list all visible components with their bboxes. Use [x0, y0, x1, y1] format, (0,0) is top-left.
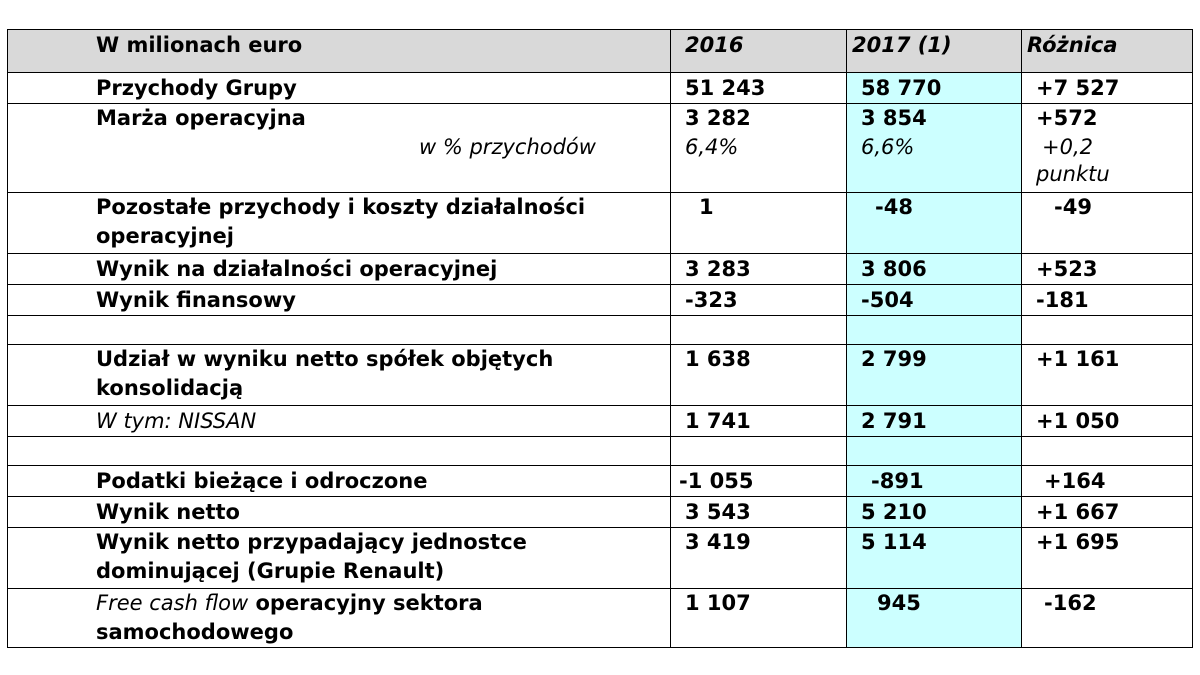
value-diff: +1 695: [1022, 528, 1193, 589]
value-2017: -891: [847, 466, 1022, 497]
value-2016: -323: [671, 285, 847, 316]
table-row: [8, 73, 1193, 104]
value-2016: 1 638: [671, 345, 847, 406]
spacer-cell: [1022, 316, 1193, 345]
table-row: [8, 345, 1193, 406]
value-diff: -181: [1022, 285, 1193, 316]
row-label: Wynik finansowy: [8, 285, 671, 316]
header-label: W milionach euro: [8, 30, 671, 73]
value-2017: [847, 104, 1022, 193]
value-2017: -504: [847, 285, 1022, 316]
value-2017: 5 114: [847, 528, 1022, 589]
row-label: [8, 528, 671, 589]
value-main: 3 854: [861, 106, 927, 130]
row-label-line: samochodowego: [96, 620, 294, 644]
value-2017: 2 799: [847, 345, 1022, 406]
row-label-italic: Free cash flow: [96, 591, 249, 615]
table-row: [8, 589, 1193, 648]
spacer-cell: [847, 437, 1022, 466]
value-2016: 1: [671, 193, 847, 254]
table-row: [8, 104, 1193, 193]
value-diff: +1 667: [1022, 497, 1193, 528]
spacer-cell: [671, 316, 847, 345]
value-2016: 1 107: [671, 589, 847, 648]
table-row: [8, 497, 1193, 528]
value-diff: +1 161: [1022, 345, 1193, 406]
value-2016: [671, 104, 847, 193]
value-percent-diff-unit: punktu: [1036, 162, 1110, 186]
row-label: Przychody Grupy: [8, 73, 671, 104]
financial-results-table: [7, 29, 1193, 648]
spacer-cell: [671, 437, 847, 466]
header-2017: 2017 (1): [847, 30, 1022, 73]
spacer-cell: [1022, 437, 1193, 466]
value-2017: -48: [847, 193, 1022, 254]
value-percent: 6,4%: [685, 135, 739, 159]
value-2016: -1 055: [671, 466, 847, 497]
value-2016: 1 741: [671, 406, 847, 437]
row-label: Wynik na działalności operacyjnej: [8, 254, 671, 285]
row-sublabel: w % przychodów: [419, 135, 596, 159]
row-label: [8, 345, 671, 406]
row-label: Podatki bieżące i odroczone: [8, 466, 671, 497]
value-2017: 945: [847, 589, 1022, 648]
value-2016: 3 419: [671, 528, 847, 589]
value-main: 3 282: [685, 106, 751, 130]
table-row: [8, 193, 1193, 254]
row-label-line: [96, 589, 670, 618]
value-2017: 5 210: [847, 497, 1022, 528]
table-row: [8, 406, 1193, 437]
row-label-line: dominującej (Grupie Renault): [96, 559, 445, 583]
value-main: +572: [1036, 106, 1098, 130]
row-label: W tym: NISSAN: [8, 406, 671, 437]
value-2017: 2 791: [847, 406, 1022, 437]
value-2016: 3 543: [671, 497, 847, 528]
table-row: [8, 254, 1193, 285]
value-diff: +1 050: [1022, 406, 1193, 437]
row-label-main: Marża operacyjna: [96, 106, 306, 130]
row-label: [8, 104, 671, 193]
row-label-line: Udział w wyniku netto spółek objętych: [96, 347, 554, 371]
value-2017: 58 770: [847, 73, 1022, 104]
spacer-row: [8, 437, 1193, 466]
table-row: [8, 528, 1193, 589]
row-label-line: Pozostałe przychody i koszty działalności: [96, 195, 586, 219]
value-diff: -162: [1022, 589, 1193, 648]
value-2016: 3 283: [671, 254, 847, 285]
header-difference: Różnica: [1022, 30, 1193, 73]
spacer-cell: [847, 316, 1022, 345]
row-label: Wynik netto: [8, 497, 671, 528]
value-diff: -49: [1022, 193, 1193, 254]
row-label-line: Wynik netto przypadający jednostce: [96, 530, 527, 554]
value-2016: 51 243: [671, 73, 847, 104]
row-label-line: konsolidacją: [96, 376, 244, 400]
row-label: [8, 193, 671, 254]
value-percent-diff: +0,2: [1042, 135, 1093, 159]
value-2017: 3 806: [847, 254, 1022, 285]
value-diff: +523: [1022, 254, 1193, 285]
spacer-row: [8, 316, 1193, 345]
table-row: [8, 466, 1193, 497]
table-row: [8, 285, 1193, 316]
value-diff: +164: [1022, 466, 1193, 497]
value-diff: [1022, 104, 1193, 193]
row-label-rest: operacyjny sektora: [248, 591, 483, 615]
value-diff: +7 527: [1022, 73, 1193, 104]
row-label-line: operacyjnej: [96, 224, 234, 248]
header-2016: 2016: [671, 30, 847, 73]
row-label: [8, 589, 671, 648]
value-percent: 6,6%: [861, 135, 915, 159]
table-header-row: [8, 30, 1193, 73]
spacer-cell: [8, 437, 671, 466]
spacer-cell: [8, 316, 671, 345]
